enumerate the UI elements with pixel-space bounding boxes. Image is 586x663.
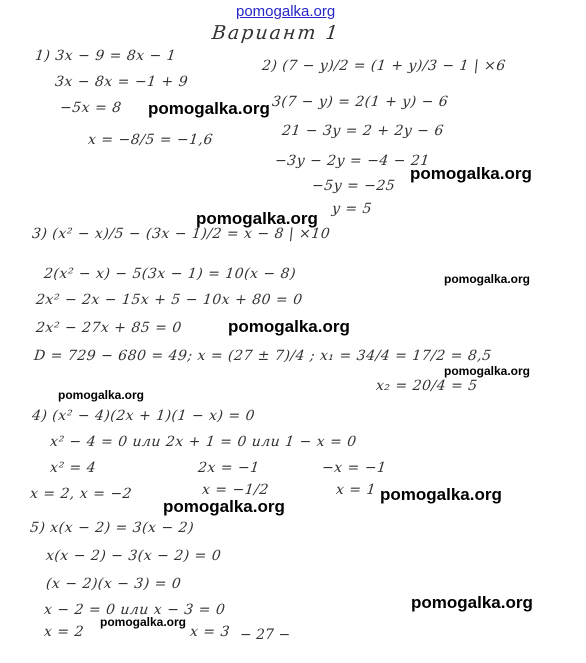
watermark: pomogalka.org (58, 388, 145, 402)
p4-line-2: x² − 4 = 0 или 2x + 1 = 0 или 1 − x = 0 (49, 434, 358, 450)
p4-line-6: x = 2, x = −2 (29, 486, 133, 502)
watermark: pomogalka.org (444, 364, 531, 378)
p5-line-2: x(x − 2) − 3(x − 2) = 0 (45, 548, 223, 564)
p4-line-4: 2x = −1 (197, 460, 261, 476)
watermark: pomogalka.org (196, 209, 318, 228)
watermark: pomogalka.org (100, 615, 187, 629)
p1-line-1: 1) 3x − 9 = 8x − 1 (34, 48, 177, 64)
p2-line-6: y = 5 (331, 201, 373, 217)
p2-line-2: 3(7 − y) = 2(1 + y) − 6 (271, 94, 450, 110)
p3-line-6: x₂ = 20/4 = 5 (375, 378, 479, 394)
p3-line-2: 2(x² − x) − 5(3x − 1) = 10(x − 8) (43, 266, 297, 282)
p5-line-3: (x − 2)(x − 3) = 0 (45, 576, 183, 592)
p4-line-1: 4) (x² − 4)(2x + 1)(1 − x) = 0 (31, 408, 256, 424)
p2-line-3: 21 − 3y = 2 + 2y − 6 (281, 123, 445, 139)
p3-line-5: D = 729 − 680 = 49; x = (27 ± 7)/4 ; x₁ = 34/4 = 17/2 = 8,5 (33, 348, 493, 364)
p3-line-4: 2x² − 27x + 85 = 0 (35, 320, 183, 336)
p2-line-1: 2) (7 − y)/2 = (1 + y)/3 − 1 | ×6 (261, 58, 507, 74)
variant-title: Вариант 1 (210, 22, 341, 44)
p3-line-1: 3) (x² − x)/5 − (3x − 1)/2 = x − 8 | ×10 (31, 226, 331, 242)
p4-line-3: x² = 4 (49, 460, 97, 476)
site-link[interactable]: pomogalka.org (236, 3, 336, 20)
watermark: pomogalka.org (148, 99, 270, 118)
watermark: pomogalka.org (411, 593, 533, 612)
watermark: pomogalka.org (163, 497, 285, 516)
p2-line-5: −5y = −25 (311, 178, 397, 194)
p1-line-3: −5x = 8 (59, 100, 123, 116)
p5-line-6: x = 3 (189, 624, 231, 640)
p5-line-4: x − 2 = 0 или x − 3 = 0 (43, 602, 227, 618)
p2-line-4: −3y − 2y = −4 − 21 (274, 153, 431, 169)
p5-line-5: x = 2 (43, 624, 85, 640)
p4-line-5: −x = −1 (321, 460, 388, 476)
p5-line-1: 5) x(x − 2) = 3(x − 2) (29, 520, 195, 536)
watermark: pomogalka.org (228, 317, 350, 336)
watermark: pomogalka.org (410, 164, 532, 183)
p1-line-2: 3x − 8x = −1 + 9 (54, 74, 189, 90)
watermark: pomogalka.org (444, 272, 531, 286)
p3-line-3: 2x² − 2x − 15x + 5 − 10x + 80 = 0 (35, 292, 304, 308)
p4-line-8: x = 1 (335, 482, 377, 498)
p4-line-7: x = −1/2 (201, 482, 270, 498)
p1-line-4: x = −8/5 = −1,6 (87, 132, 214, 148)
page-number: − 27 − (240, 627, 291, 643)
watermark: pomogalka.org (380, 485, 502, 504)
